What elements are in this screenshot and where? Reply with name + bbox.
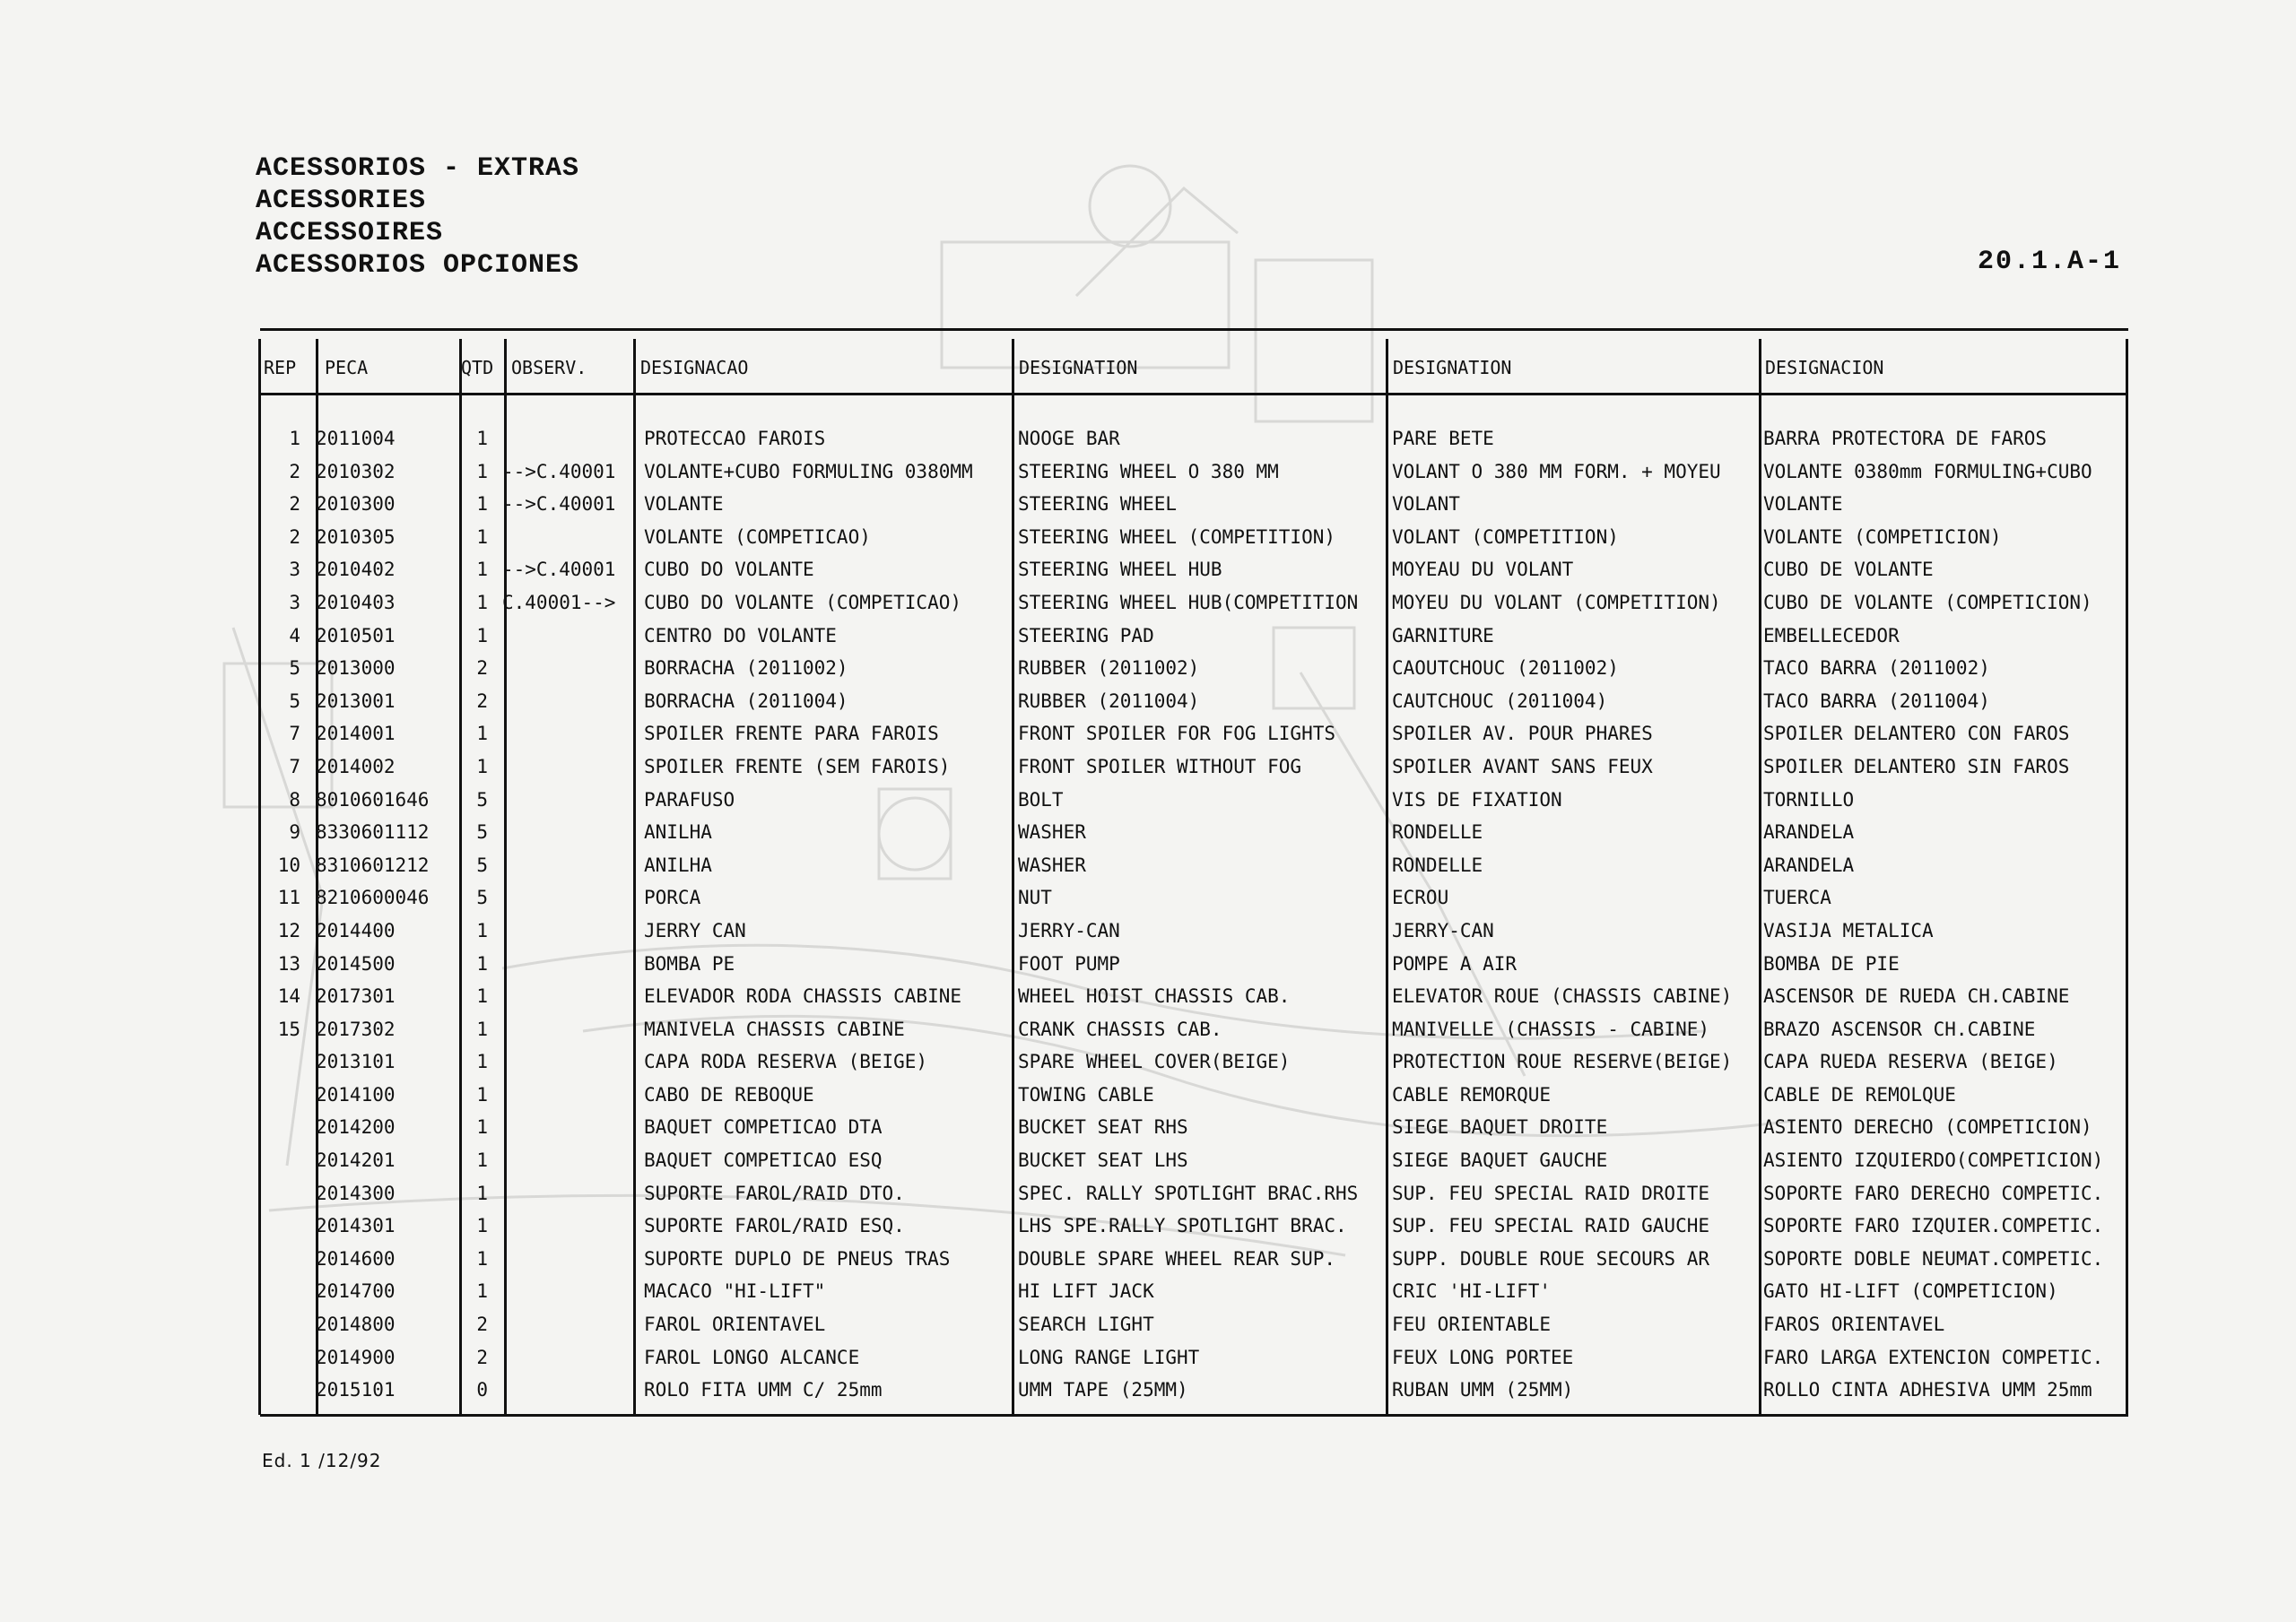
cell-designation-en: SPEC. RALLY SPOTLIGHT BRAC.RHS <box>1018 1182 1359 1204</box>
cell-designacao: SUPORTE FAROL/RAID ESQ. <box>644 1215 905 1237</box>
cell-designation-en: BUCKET SEAT LHS <box>1018 1149 1188 1172</box>
table-row <box>260 1111 2128 1144</box>
cell-quantity: 1 <box>476 1182 488 1204</box>
cell-quantity: 5 <box>476 788 488 811</box>
header-obs: OBSERV. <box>511 357 587 378</box>
cell-designation-en: WASHER <box>1018 821 1086 844</box>
cell-part-number: 2013000 <box>316 657 396 680</box>
cell-designacao: ROLO FITA UMM C/ 25mm <box>644 1379 883 1401</box>
cell-part-number: 2010305 <box>316 525 396 548</box>
cell-designacion: CABLE DE REMOLQUE <box>1763 1083 1956 1106</box>
table-row <box>260 685 2128 718</box>
document-reference: 20.1.A-1 <box>1977 247 2121 277</box>
cell-part-number: 2015101 <box>316 1379 396 1401</box>
title-es: ACESSORIOS OPCIONES <box>256 250 580 281</box>
cell-rep: 7 <box>289 755 300 777</box>
cell-designacion: CAPA RUEDA RESERVA (BEIGE) <box>1763 1051 2058 1073</box>
cell-designation-en: JERRY-CAN <box>1018 919 1120 941</box>
cell-designation-fr: PARE BETE <box>1392 428 1494 449</box>
cell-designacion: CUBO DE VOLANTE <box>1763 559 1934 581</box>
cell-designacion: VOLANTE (COMPETICION) <box>1763 525 2002 548</box>
cell-rep: 9 <box>289 821 300 844</box>
cell-part-number: 2014900 <box>316 1346 396 1368</box>
cell-rep: 4 <box>289 624 300 646</box>
cell-quantity: 1 <box>476 985 488 1008</box>
cell-part-number: 2017302 <box>316 1018 396 1040</box>
cell-designacao: VOLANTE <box>644 493 724 516</box>
cell-part-number: 2017301 <box>316 985 396 1008</box>
cell-designation-fr: POMPE A AIR <box>1392 952 1518 975</box>
cell-designacao: ANILHA <box>644 854 712 876</box>
edition-date: Ed. 1 /12/92 <box>262 1450 382 1471</box>
table-row <box>260 816 2128 849</box>
table-row <box>260 1177 2128 1210</box>
cell-designacao: CABO DE REBOQUE <box>644 1083 814 1106</box>
cell-designacion: TACO BARRA (2011004) <box>1763 690 1990 712</box>
cell-designation-en: LHS SPE.RALLY SPOTLIGHT BRAC. <box>1018 1215 1347 1237</box>
header-designacao: DESIGNACAO <box>640 357 749 378</box>
cell-designacao: CUBO DO VOLANTE <box>644 559 814 581</box>
title-fr: ACCESSOIRES <box>256 218 444 248</box>
cell-quantity: 1 <box>476 493 488 516</box>
cell-designation-en: TOWING CABLE <box>1018 1083 1154 1106</box>
table-row <box>260 422 2128 455</box>
cell-designation-fr: RONDELLE <box>1392 854 1483 876</box>
table-row <box>260 980 2128 1013</box>
cell-part-number: 8310601212 <box>316 854 430 876</box>
table-row <box>260 881 2128 915</box>
table-body <box>260 422 2128 1407</box>
cell-quantity: 1 <box>476 1215 488 1237</box>
table-row <box>260 1374 2128 1407</box>
cell-part-number: 8010601646 <box>316 788 430 811</box>
cell-part-number: 2014400 <box>316 919 396 941</box>
cell-observation: -->C.40001 <box>502 460 616 482</box>
cell-quantity: 1 <box>476 428 488 449</box>
cell-designation-en: SEARCH LIGHT <box>1018 1314 1154 1336</box>
cell-designacao: FAROL ORIENTAVEL <box>644 1314 826 1336</box>
cell-part-number: 2010302 <box>316 460 396 482</box>
table-row <box>260 652 2128 685</box>
title-pt: ACESSORIOS - EXTRAS <box>256 153 580 184</box>
cell-quantity: 1 <box>476 919 488 941</box>
title-en: ACESSORIES <box>256 186 427 216</box>
cell-rep: 2 <box>289 460 300 482</box>
cell-observation: -->C.40001 <box>502 493 616 516</box>
cell-designacao: MANIVELA CHASSIS CABINE <box>644 1018 905 1040</box>
cell-quantity: 5 <box>476 887 488 909</box>
cell-part-number: 2014200 <box>316 1116 396 1139</box>
table-row <box>260 1013 2128 1046</box>
cell-designacion: SPOILER DELANTERO CON FAROS <box>1763 723 2070 745</box>
cell-designation-fr: SUP. FEU SPECIAL RAID GAUCHE <box>1392 1215 1710 1237</box>
cell-designation-fr: SIEGE BAQUET GAUCHE <box>1392 1149 1608 1172</box>
cell-designation-fr: SIEGE BAQUET DROITE <box>1392 1116 1608 1139</box>
cell-part-number: 2014300 <box>316 1182 396 1204</box>
cell-designacao: SUPORTE FAROL/RAID DTO. <box>644 1182 905 1204</box>
parts-table <box>260 328 2128 1417</box>
cell-designation-en: CRANK CHASSIS CAB. <box>1018 1018 1222 1040</box>
table-row <box>260 1308 2128 1341</box>
cell-part-number: 2014800 <box>316 1314 396 1336</box>
cell-quantity: 5 <box>476 854 488 876</box>
cell-rep: 7 <box>289 723 300 745</box>
cell-rep: 5 <box>289 690 300 712</box>
cell-designation-fr: CABLE REMORQUE <box>1392 1083 1552 1106</box>
cell-observation: -->C.40001 <box>502 559 616 581</box>
cell-designation-fr: GARNITURE <box>1392 624 1494 646</box>
cell-designation-fr: MOYEAU DU VOLANT <box>1392 559 1574 581</box>
cell-designacao: ANILHA <box>644 821 712 844</box>
cell-designation-fr: VIS DE FIXATION <box>1392 788 1562 811</box>
cell-rep: 15 <box>277 1018 300 1040</box>
cell-quantity: 1 <box>476 460 488 482</box>
cell-rep: 3 <box>289 559 300 581</box>
cell-designation-en: STEERING WHEEL HUB <box>1018 559 1222 581</box>
table-row <box>260 948 2128 981</box>
cell-quantity: 1 <box>476 1247 488 1270</box>
cell-designacao: BAQUET COMPETICAO DTA <box>644 1116 883 1139</box>
cell-designacao: JERRY CAN <box>644 919 746 941</box>
table-row <box>260 750 2128 784</box>
cell-quantity: 2 <box>476 657 488 680</box>
cell-designacion: SPOILER DELANTERO SIN FAROS <box>1763 755 2070 777</box>
cell-quantity: 1 <box>476 624 488 646</box>
cell-designacion: BOMBA DE PIE <box>1763 952 1900 975</box>
cell-designation-en: NUT <box>1018 887 1052 909</box>
cell-designation-fr: ELEVATOR ROUE (CHASSIS CABINE) <box>1392 985 1733 1008</box>
cell-designation-fr: SUP. FEU SPECIAL RAID DROITE <box>1392 1182 1710 1204</box>
cell-designacion: FAROS ORIENTAVEL <box>1763 1314 1945 1336</box>
cell-quantity: 1 <box>476 952 488 975</box>
cell-designation-en: RUBBER (2011004) <box>1018 690 1200 712</box>
cell-part-number: 2014301 <box>316 1215 396 1237</box>
cell-designation-en: BUCKET SEAT RHS <box>1018 1116 1188 1139</box>
cell-designacion: TORNILLO <box>1763 788 1855 811</box>
cell-designation-fr: RONDELLE <box>1392 821 1483 844</box>
cell-designation-fr: SPOILER AV. POUR PHARES <box>1392 723 1653 745</box>
cell-quantity: 1 <box>476 1018 488 1040</box>
table-row <box>260 521 2128 554</box>
cell-quantity: 0 <box>476 1379 488 1401</box>
table-row <box>260 488 2128 521</box>
cell-rep: 11 <box>277 887 300 909</box>
table-row <box>260 620 2128 653</box>
cell-designacao: BORRACHA (2011002) <box>644 657 848 680</box>
cell-part-number: 2014001 <box>316 723 396 745</box>
table-row <box>260 717 2128 750</box>
cell-designacao: CUBO DO VOLANTE (COMPETICAO) <box>644 591 962 613</box>
cell-designacao: ELEVADOR RODA CHASSIS CABINE <box>644 985 962 1008</box>
cell-designacao: SPOILER FRENTE PARA FAROIS <box>644 723 939 745</box>
table-row <box>260 1045 2128 1079</box>
cell-designacion: VOLANTE 0380mm FORMULING+CUBO <box>1763 460 2092 482</box>
table-row <box>260 1243 2128 1276</box>
cell-rep: 2 <box>289 525 300 548</box>
cell-designation-fr: FEU ORIENTABLE <box>1392 1314 1552 1336</box>
cell-rep: 8 <box>289 788 300 811</box>
cell-part-number: 2014600 <box>316 1247 396 1270</box>
cell-designacion: SOPORTE DOBLE NEUMAT.COMPETIC. <box>1763 1247 2104 1270</box>
cell-designacion: SOPORTE FARO IZQUIER.COMPETIC. <box>1763 1215 2104 1237</box>
cell-designacao: PORCA <box>644 887 701 909</box>
cell-designacao: FAROL LONGO ALCANCE <box>644 1346 860 1368</box>
cell-designation-en: STEERING WHEEL <box>1018 493 1178 516</box>
cell-designation-fr: SPOILER AVANT SANS FEUX <box>1392 755 1653 777</box>
header-designacion: DESIGNACION <box>1765 357 1884 378</box>
cell-part-number: 8210600046 <box>316 887 430 909</box>
header-designation-en: DESIGNATION <box>1019 357 1138 378</box>
cell-part-number: 2014201 <box>316 1149 396 1172</box>
cell-part-number: 2010501 <box>316 624 396 646</box>
cell-designation-en: FRONT SPOILER FOR FOG LIGHTS <box>1018 723 1336 745</box>
cell-designation-en: FRONT SPOILER WITHOUT FOG <box>1018 755 1302 777</box>
cell-rep: 10 <box>277 854 300 876</box>
cell-designacion: ARANDELA <box>1763 821 1855 844</box>
table-row <box>260 1341 2128 1375</box>
cell-designacion: TACO BARRA (2011002) <box>1763 657 1990 680</box>
cell-designacion: ASIENTO IZQUIERDO(COMPETICION) <box>1763 1149 2104 1172</box>
cell-designacao: BOMBA PE <box>644 952 735 975</box>
cell-designacao: VOLANTE (COMPETICAO) <box>644 525 871 548</box>
cell-quantity: 1 <box>476 755 488 777</box>
cell-designacao: MACACO "HI-LIFT" <box>644 1280 826 1303</box>
table-row <box>260 784 2128 817</box>
cell-designation-en: DOUBLE SPARE WHEEL REAR SUP. <box>1018 1247 1336 1270</box>
cell-designacao: CENTRO DO VOLANTE <box>644 624 837 646</box>
cell-designacao: SPOILER FRENTE (SEM FAROIS) <box>644 755 951 777</box>
table-row <box>260 586 2128 620</box>
cell-designation-fr: CRIC 'HI-LIFT' <box>1392 1280 1552 1303</box>
cell-rep: 5 <box>289 657 300 680</box>
cell-designation-fr: MANIVELLE (CHASSIS - CABINE) <box>1392 1018 1710 1040</box>
cell-designacao: BORRACHA (2011004) <box>644 690 848 712</box>
cell-rep: 3 <box>289 591 300 613</box>
cell-designacao: VOLANTE+CUBO FORMULING 0380MM <box>644 460 973 482</box>
table-row <box>260 455 2128 489</box>
cell-designacion: ARANDELA <box>1763 854 1855 876</box>
cell-rep: 12 <box>277 919 300 941</box>
table-row <box>260 1079 2128 1112</box>
cell-observation: C.40001--> <box>502 591 616 613</box>
header-peca: PECA <box>325 357 369 378</box>
cell-designacao: CAPA RODA RESERVA (BEIGE) <box>644 1051 928 1073</box>
cell-part-number: 8330601112 <box>316 821 430 844</box>
cell-designation-en: FOOT PUMP <box>1018 952 1120 975</box>
cell-part-number: 2013001 <box>316 690 396 712</box>
cell-designacao: PARAFUSO <box>644 788 735 811</box>
cell-quantity: 1 <box>476 1116 488 1139</box>
cell-quantity: 1 <box>476 1051 488 1073</box>
table-row <box>260 1275 2128 1308</box>
cell-quantity: 1 <box>476 1280 488 1303</box>
header-rep: REP <box>264 357 297 378</box>
cell-designacion: CUBO DE VOLANTE (COMPETICION) <box>1763 591 2092 613</box>
cell-rep: 13 <box>277 952 300 975</box>
cell-designacao: SUPORTE DUPLO DE PNEUS TRAS <box>644 1247 951 1270</box>
cell-designation-fr: MOYEU DU VOLANT (COMPETITION) <box>1392 591 1721 613</box>
cell-designacion: ASCENSOR DE RUEDA CH.CABINE <box>1763 985 2070 1008</box>
cell-quantity: 1 <box>476 559 488 581</box>
cell-designation-en: STEERING WHEEL O 380 MM <box>1018 460 1279 482</box>
table-rule-header <box>260 393 2128 395</box>
cell-designation-fr: VOLANT O 380 MM FORM. + MOYEU <box>1392 460 1721 482</box>
cell-designacion: TUERCA <box>1763 887 1831 909</box>
cell-designation-fr: PROTECTION ROUE RESERVE(BEIGE) <box>1392 1051 1733 1073</box>
cell-designation-en: NOOGE BAR <box>1018 428 1120 449</box>
cell-designation-en: STEERING WHEEL HUB(COMPETITION <box>1018 591 1359 613</box>
cell-designacion: BARRA PROTECTORA DE FAROS <box>1763 428 2048 449</box>
cell-rep: 14 <box>277 985 300 1008</box>
cell-quantity: 1 <box>476 1083 488 1106</box>
cell-quantity: 5 <box>476 821 488 844</box>
cell-designation-en: LONG RANGE LIGHT <box>1018 1346 1200 1368</box>
cell-designacion: VOLANTE <box>1763 493 1843 516</box>
cell-designacao: PROTECCAO FAROIS <box>644 428 826 449</box>
cell-part-number: 2013101 <box>316 1051 396 1073</box>
cell-part-number: 2014100 <box>316 1083 396 1106</box>
cell-designation-en: WHEEL HOIST CHASSIS CAB. <box>1018 985 1291 1008</box>
cell-designacion: SOPORTE FARO DERECHO COMPETIC. <box>1763 1182 2104 1204</box>
cell-designacion: BRAZO ASCENSOR CH.CABINE <box>1763 1018 2036 1040</box>
cell-designation-fr: VOLANT (COMPETITION) <box>1392 525 1619 548</box>
cell-designation-en: STEERING PAD <box>1018 624 1154 646</box>
cell-part-number: 2014500 <box>316 952 396 975</box>
cell-designacion: EMBELLECEDOR <box>1763 624 1900 646</box>
table-rule-bottom <box>260 1414 2128 1417</box>
cell-designation-en: STEERING WHEEL (COMPETITION) <box>1018 525 1336 548</box>
table-row <box>260 1210 2128 1243</box>
cell-designation-fr: CAOUTCHOUC (2011002) <box>1392 657 1619 680</box>
cell-quantity: 2 <box>476 690 488 712</box>
cell-designation-en: UMM TAPE (25MM) <box>1018 1379 1188 1401</box>
cell-designation-fr: CAUTCHOUC (2011004) <box>1392 690 1608 712</box>
table-row <box>260 553 2128 586</box>
table-row <box>260 849 2128 882</box>
cell-designacao: BAQUET COMPETICAO ESQ <box>644 1149 883 1172</box>
table-row <box>260 1144 2128 1177</box>
cell-designacion: GATO HI-LIFT (COMPETICION) <box>1763 1280 2058 1303</box>
cell-designation-fr: JERRY-CAN <box>1392 919 1494 941</box>
cell-designation-en: WASHER <box>1018 854 1086 876</box>
cell-designation-en: HI LIFT JACK <box>1018 1280 1154 1303</box>
document-header <box>256 152 579 282</box>
cell-part-number: 2010402 <box>316 559 396 581</box>
cell-designacion: VASIJA METALICA <box>1763 919 1934 941</box>
cell-designacion: ASIENTO DERECHO (COMPETICION) <box>1763 1116 2092 1139</box>
cell-quantity: 1 <box>476 723 488 745</box>
cell-quantity: 1 <box>476 525 488 548</box>
cell-designation-fr: FEUX LONG PORTEE <box>1392 1346 1574 1368</box>
cell-quantity: 2 <box>476 1346 488 1368</box>
cell-designation-fr: SUPP. DOUBLE ROUE SECOURS AR <box>1392 1247 1710 1270</box>
cell-rep: 2 <box>289 493 300 516</box>
cell-part-number: 2014700 <box>316 1280 396 1303</box>
table-rule-top <box>260 328 2128 331</box>
cell-designation-en: SPARE WHEEL COVER(BEIGE) <box>1018 1051 1291 1073</box>
cell-quantity: 2 <box>476 1314 488 1336</box>
cell-part-number: 2014002 <box>316 755 396 777</box>
table-row <box>260 915 2128 948</box>
cell-designacion: FARO LARGA EXTENCION COMPETIC. <box>1763 1346 2104 1368</box>
cell-part-number: 2010403 <box>316 591 396 613</box>
cell-designation-en: BOLT <box>1018 788 1064 811</box>
cell-rep: 1 <box>289 428 300 449</box>
cell-quantity: 1 <box>476 1149 488 1172</box>
header-designation-fr: DESIGNATION <box>1393 357 1512 378</box>
cell-designacion: ROLLO CINTA ADHESIVA UMM 25mm <box>1763 1379 2092 1401</box>
cell-designation-fr: ECROU <box>1392 887 1449 909</box>
cell-designation-fr: RUBAN UMM (25MM) <box>1392 1379 1574 1401</box>
cell-designation-en: RUBBER (2011002) <box>1018 657 1200 680</box>
cell-part-number: 2011004 <box>316 428 396 449</box>
cell-designation-fr: VOLANT <box>1392 493 1460 516</box>
cell-quantity: 1 <box>476 591 488 613</box>
cell-part-number: 2010300 <box>316 493 396 516</box>
header-qtd: QTD <box>461 357 494 378</box>
